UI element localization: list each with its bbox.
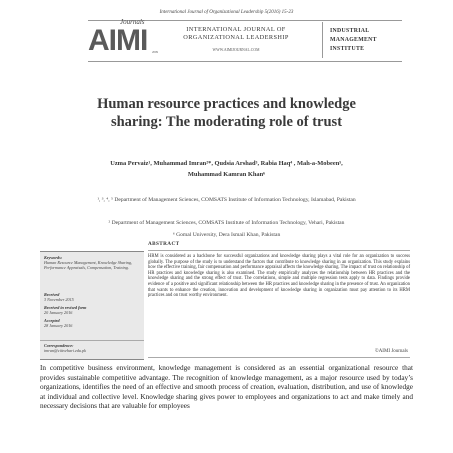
title-line1: Human resource practices and knowledge [97,96,356,112]
correspondence-block [44,343,142,353]
correspondence-email[interactable]: imran@ciitvehari.edu.pk [44,348,86,354]
copyright-notice: ©AIMI Journals [374,349,408,354]
affiliation-3: ⁶ Gomal University, Dera Ismail Khan, Pakistan [172,232,281,238]
aimi-logo [86,18,166,60]
sidebar-divider [40,340,144,341]
introduction-paragraph: In competitive business environment, knowledge management is considered as an essential organizational resource that provides sustainable competitive advantage. The recognition of knowledge management, as a major resource used by today’s organizations, identifies the need of an effective and smooth process of creation, evaluation, distribution, and use of knowledge at individual and collective level. Knowledge sharing gives power to employees and organizations to act and make timely and necessary decisions that are valuable for employees [40,364,413,410]
affiliation-1: ¹, ³, ⁴, ⁵ Department of Management Sciences, COMSATS Institute of Information Technology, Islamabad, Pakistan [97,197,356,203]
abstract-body: HRM is considered as a backbone for successful organizations and knowledge sharing plays a vital role for an organization to success globally. The purpose of the study is to understand the factors that contribute to knowledge sharing in an organization. This study explains how the effective training, fair compensation and performance appraisal affects the knowledge sharing. The impact of trust on relationship of HR practices and knowledge sharing is also examined. The study empirically analyzes the relationship between HR practices and the knowledge sharing and the strong effect of trust. The correlations, simple and multiple regression tests apply to data. Findings provide evidence of a positive and significant relationship between the HR practices and knowledge sharing in the presence of trust. An organization that wants to enhance the creation, innovation and development of knowledge sharing in organization must pay attention to its HRM practices and on trust worthy environment. [148,254,410,299]
running-head: International Journal of Organizational Leadership 5(2016) 15-23 [159,10,294,15]
journal-name-line2: ORGANIZATIONAL LEADERSHIP [183,34,289,41]
keywords-block [44,255,142,271]
accepted-label: Accepted [44,318,60,323]
keywords-value: Human Resource Management, Knowledge Sharing, Performance Appraisals, Compensation, Training. [44,260,133,271]
institute-line1: INDUSTRIAL [330,28,370,34]
journal-name [172,26,300,42]
institute-name [330,27,400,54]
title-line2: sharing: The moderating role of trust [110,114,343,130]
correspondence-label: Correspondence: [44,343,74,348]
received-date: 3 November 2015 [44,297,74,303]
keywords-label: Keywords: [44,255,63,260]
masthead-divider [322,22,323,58]
author-list [40,158,413,180]
article-info-sidebar [40,251,144,360]
institute-line3: INSTITUTE [330,46,365,52]
affiliation-2: ² Department of Management Sciences, COMSATS Institute of Information Technology, Vehari, Pakistan [108,220,345,226]
logo-sub: 2009 [152,50,158,54]
journal-name-line1: INTERNATIONAL JOURNAL OF [186,26,286,33]
authors-line2: Muhammad Kamran Khan⁶ [187,171,266,178]
article-title [40,95,413,131]
authors-line1: Uzma Pervaiz¹, Muhammad Imran²*, Qudsia Arshad³, Rabia Haq⁴ , Mah-a-Mobeen⁵, [110,160,343,167]
received-block [44,292,142,302]
revised-label: Received in revised form [44,305,87,310]
revised-date: 20 January 2016 [44,310,73,316]
abstract-heading: ABSTRACT [148,241,410,251]
accepted-block [44,318,142,328]
abstract-bottom-rule [148,357,410,358]
received-label: Received [44,292,60,297]
accepted-date: 28 January 2016 [44,323,73,329]
logo-mark: AIMI [88,24,148,57]
logo-journals-word: Journals [120,18,145,26]
revised-block [44,305,142,315]
journal-url[interactable]: WWW.AIMIJOURNAL.COM [212,48,260,52]
institute-line2: MANAGEMENT [330,37,377,43]
